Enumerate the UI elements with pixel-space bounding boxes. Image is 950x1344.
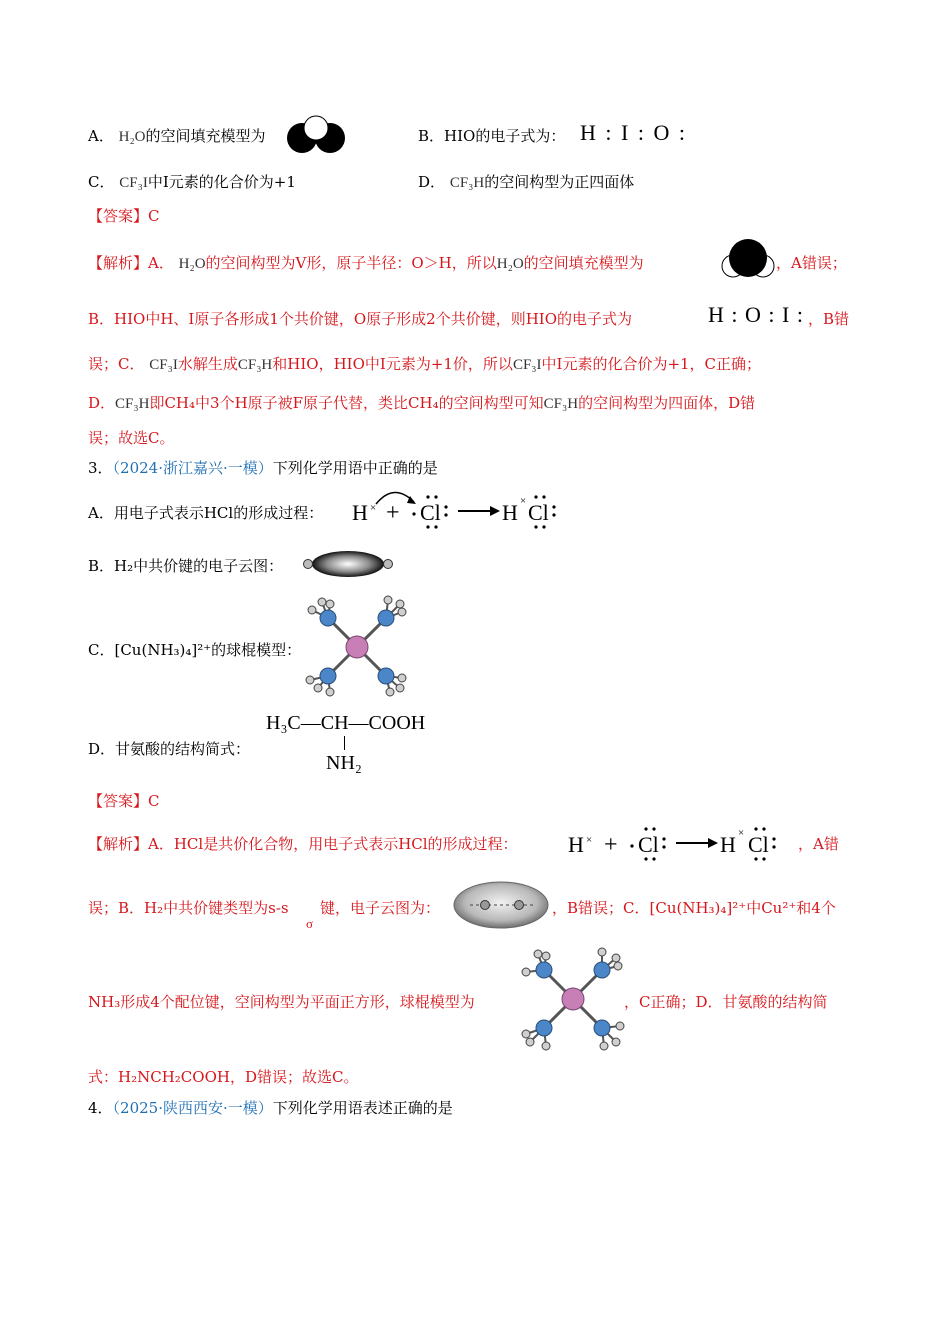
q3-cu-nh3-ball-stick-analysis xyxy=(518,944,628,1054)
q2-h2o-model-option-a xyxy=(286,114,348,154)
q3-glycine-formula-row2: NH₂ xyxy=(326,752,362,774)
q2-analysis-line1: 【解析】A． H₂O的空间构型为V形，原子半径：O＞H，所以H₂O的空间填充模型为 xyxy=(88,254,644,272)
svg-text:Cl: Cl xyxy=(638,832,659,857)
q3-hcl-formation-diagram-a xyxy=(350,486,572,532)
svg-text:+: + xyxy=(604,832,618,858)
q2-analysis-line1-end: ，A错误； xyxy=(776,254,847,272)
svg-text:Cl: Cl xyxy=(528,500,549,525)
svg-text:H: H xyxy=(352,500,368,525)
q3-analysis-line2-mid: 键，电子云图为： xyxy=(320,899,441,917)
q2-option-a: A． H₂O的空间填充模型为 xyxy=(88,127,266,145)
q2-analysis-line3: 误；C． CF₃I水解生成CF₃H和HIO，HIO中I元素为+1价，所以CF₃I中I元素的化合价为+1，C正确； xyxy=(88,355,762,373)
q2-option-b: B．HIO的电子式为： xyxy=(418,127,566,145)
q3-analysis-line1: 【解析】A．HCl是共价化合物，用电子式表示HCl的形成过程： xyxy=(88,835,518,853)
q4-source: （2025·陕西西安·一模） xyxy=(112,1099,273,1117)
q3-option-d: D．甘氨酸的结构简式： xyxy=(88,740,251,758)
q2-analysis-line2-end: ，B错 xyxy=(808,310,850,328)
q3-analysis-line4: 式：H₂NCH₂COOH，D错误；故选C。 xyxy=(88,1068,359,1086)
q3-analysis-line1-end: ，A错 xyxy=(798,835,839,853)
q3-analysis-line2-start: 误；B．H₂中共价键类型为s-s xyxy=(88,899,289,917)
svg-text:×: × xyxy=(520,495,527,507)
svg-text:H: H xyxy=(720,832,736,857)
svg-text:×: × xyxy=(738,827,745,839)
svg-text:+: + xyxy=(386,500,400,526)
q2-analysis-line2: B．HIO中H、I原子各形成1个共价键，O原子形成2个共价键，则HIO的电子式为 xyxy=(88,310,633,328)
q3-sigma-bond-cloud-analysis xyxy=(452,880,550,930)
q2-option-a-formula: H₂O xyxy=(118,129,146,145)
q2-analysis-line5: 误；故选C。 xyxy=(88,429,175,447)
q2-option-c: C． CF₃I中I元素的化合价为+1 xyxy=(88,173,296,191)
svg-text:H: H xyxy=(568,832,584,857)
q3-answer: 【答案】C xyxy=(88,792,160,810)
q3-sigma-label: σ xyxy=(306,916,314,931)
svg-text:Cl: Cl xyxy=(420,500,441,525)
q3-option-b: B．H₂中共价键的电子云图： xyxy=(88,557,284,575)
q3-analysis-line3-end: ，C正确；D．甘氨酸的结构简 xyxy=(624,993,828,1011)
q3-option-c: C．[Cu(NH₃)₄]²⁺的球棍模型： xyxy=(88,641,302,659)
q3-h2-electron-cloud-b xyxy=(300,548,396,580)
q3-glycine-formula-row1: H₃C—CH—COOH xyxy=(266,712,426,734)
svg-text:Cl: Cl xyxy=(748,832,769,857)
q2-analysis-line4: D．CF₃H即CH₄中3个H原子被F原子代替，类比CH₄的空间构型可知CF₃H的空间构型为四面体，D错 xyxy=(88,394,756,412)
q2-hio-electron-formula: H : I : O : xyxy=(580,120,687,145)
q3-hcl-formation-diagram-analysis xyxy=(566,818,806,864)
q3-stem: 3．（2024·浙江嘉兴·一模）下列化学用语中正确的是 xyxy=(88,459,438,477)
svg-text:×: × xyxy=(586,834,593,846)
svg-text:H: H xyxy=(502,500,518,525)
q2-hoi-electron-formula: H : O : I : xyxy=(708,302,804,327)
q3-analysis-line2-end: ，B错误；C．[Cu(NH₃)₄]²⁺中Cu²⁺和4个 xyxy=(552,899,836,917)
svg-text:×: × xyxy=(370,502,377,514)
q2-option-d: D． CF₃H的空间构型为正四面体 xyxy=(418,173,635,191)
q3-option-a: A．用电子式表示HCl的形成过程： xyxy=(88,504,324,522)
q2-h2o-model-analysis xyxy=(722,238,774,280)
q3-cu-nh3-ball-stick-c xyxy=(302,592,412,702)
q3-source: （2024·浙江嘉兴·一模） xyxy=(112,459,273,477)
q2-answer: 【答案】C xyxy=(88,207,160,225)
q3-analysis-line3-start: NH₃形成4个配位键，空间构型为平面正方形，球棍模型为 xyxy=(88,993,475,1011)
q3-glycine-bond xyxy=(344,736,345,750)
q4-stem: 4．（2025·陕西西安·一模）下列化学用语表述正确的是 xyxy=(88,1099,453,1117)
